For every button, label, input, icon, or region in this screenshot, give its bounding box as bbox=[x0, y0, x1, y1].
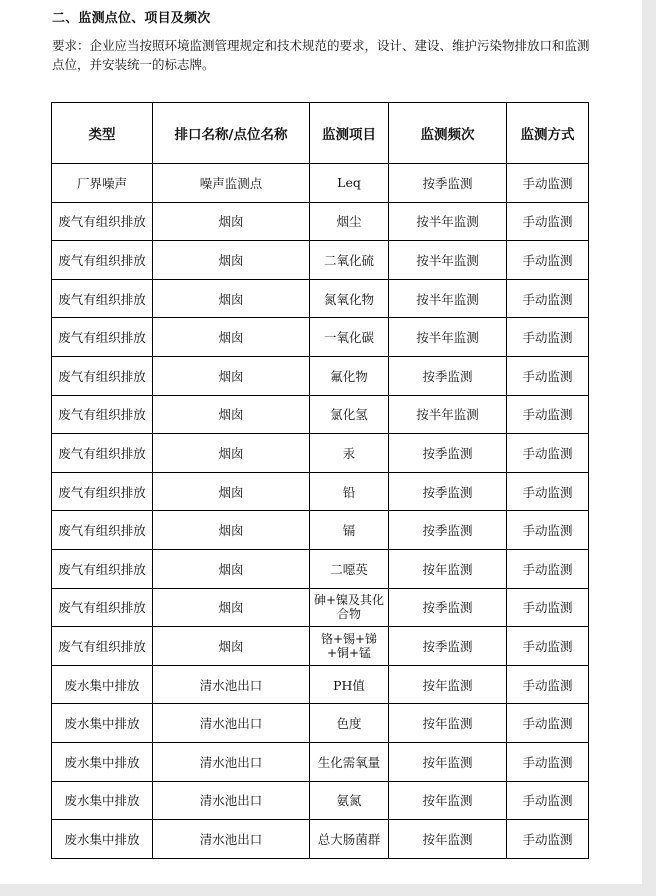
table-row bbox=[52, 742, 589, 781]
cell-method: 手动监测 bbox=[507, 511, 589, 550]
cell-method: 手动监测 bbox=[507, 356, 589, 395]
cell-frequency: 按半年监测 bbox=[389, 279, 507, 318]
cell-type: 废气有组织排放 bbox=[52, 549, 153, 588]
cell-frequency: 按年监测 bbox=[389, 820, 507, 859]
cell-outlet-name: 清水池出口 bbox=[153, 781, 310, 820]
cell-outlet-name: 清水池出口 bbox=[153, 820, 310, 859]
cell-frequency: 按季监测 bbox=[389, 472, 507, 511]
cell-monitoring-item: 色度 bbox=[310, 704, 389, 743]
cell-outlet-name: 烟囱 bbox=[153, 511, 310, 550]
cell-outlet-name: 噪声监测点 bbox=[153, 164, 310, 203]
cell-method: 手动监测 bbox=[507, 434, 589, 473]
table-row bbox=[52, 395, 589, 434]
cell-method: 手动监测 bbox=[507, 279, 589, 318]
cell-outlet-name: 烟囱 bbox=[153, 395, 310, 434]
cell-monitoring-item: 铅 bbox=[310, 472, 389, 511]
monitoring-table bbox=[51, 102, 589, 859]
cell-type: 废气有组织排放 bbox=[52, 627, 153, 666]
cell-monitoring-item: 总大肠菌群 bbox=[310, 820, 389, 859]
cell-monitoring-item: 氯化氢 bbox=[310, 395, 389, 434]
table-row bbox=[52, 472, 589, 511]
cell-type: 废水集中排放 bbox=[52, 665, 153, 704]
cell-type: 厂界噪声 bbox=[52, 164, 153, 203]
cell-frequency: 按季监测 bbox=[389, 511, 507, 550]
table-row bbox=[52, 164, 589, 203]
cell-outlet-name: 清水池出口 bbox=[153, 665, 310, 704]
cell-type: 废气有组织排放 bbox=[52, 279, 153, 318]
cell-outlet-name: 烟囱 bbox=[153, 318, 310, 357]
cell-outlet-name: 清水池出口 bbox=[153, 742, 310, 781]
cell-frequency: 按年监测 bbox=[389, 665, 507, 704]
table-row bbox=[52, 549, 589, 588]
cell-method: 手动监测 bbox=[507, 781, 589, 820]
cell-frequency: 按半年监测 bbox=[389, 318, 507, 357]
cell-type: 废气有组织排放 bbox=[52, 588, 153, 627]
cell-monitoring-item: 氨氮 bbox=[310, 781, 389, 820]
table-row bbox=[52, 434, 589, 473]
table-body bbox=[52, 164, 589, 859]
table-row bbox=[52, 627, 589, 666]
cell-method: 手动监测 bbox=[507, 627, 589, 666]
table-row bbox=[52, 241, 589, 280]
cell-frequency: 按季监测 bbox=[389, 588, 507, 627]
cell-monitoring-item: 砷+镍及其化合物 bbox=[310, 588, 389, 627]
cell-type: 废水集中排放 bbox=[52, 742, 153, 781]
cell-type: 废气有组织排放 bbox=[52, 318, 153, 357]
cell-outlet-name: 烟囱 bbox=[153, 549, 310, 588]
cell-frequency: 按半年监测 bbox=[389, 395, 507, 434]
table-row bbox=[52, 781, 589, 820]
cell-monitoring-item: 烟尘 bbox=[310, 202, 389, 241]
cell-type: 废气有组织排放 bbox=[52, 434, 153, 473]
cell-frequency: 按年监测 bbox=[389, 549, 507, 588]
cell-type: 废气有组织排放 bbox=[52, 202, 153, 241]
cell-monitoring-item: 氮氧化物 bbox=[310, 279, 389, 318]
cell-outlet-name: 烟囱 bbox=[153, 627, 310, 666]
header-method: 监测方式 bbox=[507, 103, 589, 164]
cell-type: 废气有组织排放 bbox=[52, 472, 153, 511]
cell-monitoring-item: 生化需氧量 bbox=[310, 742, 389, 781]
cell-monitoring-item: 氟化物 bbox=[310, 356, 389, 395]
cell-outlet-name: 烟囱 bbox=[153, 241, 310, 280]
cell-frequency: 按年监测 bbox=[389, 704, 507, 743]
cell-type: 废水集中排放 bbox=[52, 820, 153, 859]
cell-method: 手动监测 bbox=[507, 549, 589, 588]
cell-monitoring-item: PH值 bbox=[310, 665, 389, 704]
cell-monitoring-item: 铬+锡+锑+铜+锰 bbox=[310, 627, 389, 666]
cell-type: 废气有组织排放 bbox=[52, 511, 153, 550]
cell-outlet-name: 烟囱 bbox=[153, 202, 310, 241]
cell-method: 手动监测 bbox=[507, 395, 589, 434]
cell-monitoring-item: 二氧化硫 bbox=[310, 241, 389, 280]
cell-method: 手动监测 bbox=[507, 472, 589, 511]
cell-monitoring-item: 二噁英 bbox=[310, 549, 389, 588]
cell-outlet-name: 烟囱 bbox=[153, 279, 310, 318]
table-row bbox=[52, 318, 589, 357]
cell-outlet-name: 清水池出口 bbox=[153, 704, 310, 743]
header-type: 类型 bbox=[52, 103, 153, 164]
table-row bbox=[52, 202, 589, 241]
cell-frequency: 按年监测 bbox=[389, 781, 507, 820]
table-header-row bbox=[52, 103, 589, 164]
table-row bbox=[52, 704, 589, 743]
cell-frequency: 按季监测 bbox=[389, 434, 507, 473]
table-row bbox=[52, 356, 589, 395]
cell-method: 手动监测 bbox=[507, 820, 589, 859]
cell-outlet-name: 烟囱 bbox=[153, 588, 310, 627]
table-row bbox=[52, 820, 589, 859]
table-row bbox=[52, 279, 589, 318]
header-frequency: 监测频次 bbox=[389, 103, 507, 164]
cell-frequency: 按季监测 bbox=[389, 356, 507, 395]
table-row bbox=[52, 511, 589, 550]
cell-type: 废气有组织排放 bbox=[52, 395, 153, 434]
requirement-paragraph: 要求：企业应当按照环境监测管理规定和技术规范的要求，设计、建设、维护污染物排放口和监测点位，并安装统一的标志牌。 bbox=[52, 38, 590, 72]
cell-type: 废气有组织排放 bbox=[52, 241, 153, 280]
cell-frequency: 按年监测 bbox=[389, 742, 507, 781]
cell-outlet-name: 烟囱 bbox=[153, 434, 310, 473]
cell-monitoring-item: 汞 bbox=[310, 434, 389, 473]
cell-monitoring-item: 一氧化碳 bbox=[310, 318, 389, 357]
header-outlet-name: 排口名称/点位名称 bbox=[153, 103, 310, 164]
cell-method: 手动监测 bbox=[507, 202, 589, 241]
cell-frequency: 按半年监测 bbox=[389, 241, 507, 280]
cell-method: 手动监测 bbox=[507, 588, 589, 627]
cell-method: 手动监测 bbox=[507, 742, 589, 781]
cell-method: 手动监测 bbox=[507, 704, 589, 743]
cell-outlet-name: 烟囱 bbox=[153, 472, 310, 511]
cell-monitoring-item: Leq bbox=[310, 164, 389, 203]
table-row bbox=[52, 588, 589, 627]
cell-method: 手动监测 bbox=[507, 164, 589, 203]
cell-method: 手动监测 bbox=[507, 665, 589, 704]
cell-frequency: 按半年监测 bbox=[389, 202, 507, 241]
table-row bbox=[52, 665, 589, 704]
cell-method: 手动监测 bbox=[507, 241, 589, 280]
section-heading: 二、监测点位、项目及频次 bbox=[52, 11, 211, 26]
cell-outlet-name: 烟囱 bbox=[153, 356, 310, 395]
cell-type: 废水集中排放 bbox=[52, 781, 153, 820]
cell-type: 废气有组织排放 bbox=[52, 356, 153, 395]
cell-frequency: 按季监测 bbox=[389, 627, 507, 666]
cell-monitoring-item: 镉 bbox=[310, 511, 389, 550]
cell-type: 废水集中排放 bbox=[52, 704, 153, 743]
cell-method: 手动监测 bbox=[507, 318, 589, 357]
cell-frequency: 按季监测 bbox=[389, 164, 507, 203]
header-monitoring-item: 监测项目 bbox=[310, 103, 389, 164]
